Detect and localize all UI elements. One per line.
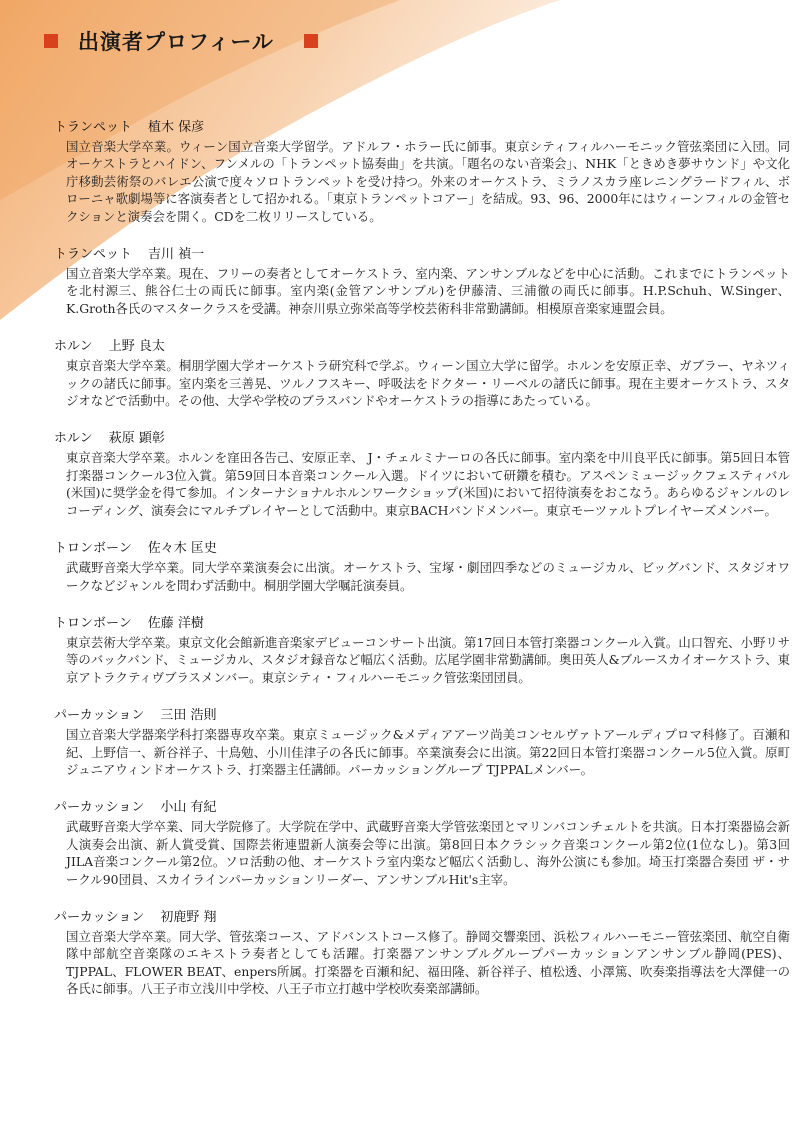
instrument-label: トランペット [54, 120, 133, 135]
profile-item [54, 708, 790, 778]
profile-heading [54, 616, 790, 632]
profile-item [54, 616, 790, 686]
instrument-label: ホルン [54, 431, 93, 447]
profile-bio: 武蔵野音楽大学卒業、同大学院修了。大学院在学中、武蔵野音楽大学管弦楽団とマリンバコンチェルトを共演。日本打楽器協会新人演奏会出演、新人賞受賞、国際芸術連盟新人演奏会等に出演。第8回日本クラシック音楽コンクール第2位(1位なし)。第3回JILA音楽コンクール第2位。ソロ活動の他、オーケストラ室内楽など幅広く活動し、海外公演にも参加。埼玉打楽器合奏団 ザ・サークル90団員、スカイラインパーカッションリーダー、アンサンブルHit's主宰。 [66, 819, 790, 887]
performer-name: 初鹿野 翔 [160, 909, 217, 925]
profile-heading [54, 247, 790, 263]
profile-heading [54, 910, 790, 926]
performer-name: 佐々木 匡史 [147, 541, 217, 557]
performer-name: 植木 保彦 [148, 120, 205, 135]
profile-item [54, 339, 790, 409]
profile-heading [54, 541, 790, 557]
profile-bio: 東京芸術大学卒業。東京文化会館新進音楽家デビューコンサート出演。第17回日本管打楽器コンクール入賞。山口智充、小野リサ等のバックバンド、ミュージカル、スタジオ録音など幅広く活動。広尾学園非常勤講師。奥田英人&ブルースカイオーケストラ、東京アトラクティヴブラスメンバー。東京シティ・フィルハーモニック管弦楽団団員。 [66, 634, 790, 685]
profile-bio: 武蔵野音楽大学卒業。同大学卒業演奏会に出演。オーケストラ、宝塚・劇団四季などのミュージカル、ビッグバンド、スタジオワークなどジャンルを問わず活動中。桐朋学園大学嘱託演奏員。 [66, 560, 790, 593]
profile-heading [54, 431, 790, 447]
instrument-label: パーカッション [54, 708, 145, 724]
instrument-label: ホルン [54, 339, 93, 355]
instrument-label: パーカッション [54, 800, 145, 816]
instrument-label: トロンボーン [54, 615, 132, 631]
performer-name: 吉川 禎一 [148, 247, 205, 263]
instrument-label: トランペット [54, 247, 133, 263]
performer-name: 小山 有紀 [160, 800, 217, 816]
profile-bio: 東京音楽大学卒業。桐朋学園大学オーケストラ研究科で学ぶ。ウィーン国立大学に留学。ホルンを安原正幸、ガブラー、ヤネツィックの諸氏に師事。室内楽を三善晃、ツルノフスキー、呼吸法をドクター・リーベルの諸氏に師事。現在主要オーケストラ、スタジオなどで活動中。その他、大学や学校のブラスバンドやオーケストラの指導にあたっている。 [66, 358, 790, 409]
profile-item [54, 247, 790, 317]
profile-item [54, 541, 790, 594]
performer-name: 三田 浩則 [160, 708, 217, 724]
performer-name: 萩原 顕彰 [108, 431, 165, 447]
profile-bio: 国立音楽大学器楽学科打楽器専攻卒業。東京ミュージック&メディアアーツ尚美コンセルヴァトアールディプロマ科修了。百瀬和紀、上野信一、新谷祥子、十鳥勉、小川佳津子の各氏に師事。卒業演奏会に出演。第22回日本管打楽器コンクール5位入賞。原町ジュニアウィンドオーケストラ、打楽器主任講師。パーカッショングループ TJPPALメンバー。 [66, 727, 790, 777]
profile-bio: 国立音楽大学卒業。ウィーン国立音楽大学留学。アドルフ・ホラー氏に師事。東京シティフィルハーモニック管弦楽団に入団。同オーケストラとハイドン、フンメルの「トランペット協奏曲」を共演。「題名のない音楽会」、NHK「ときめき夢サウンド」や文化庁移動芸術祭のバレエ公演で度々ソロトランペットを受け持つ。外来のオーケストラ、ミラノスカラ座レニングラードフィル、ボローニャ歌劇場等に客演奏者として招かれる。「東京トランペットコアー」を結成。93、96、2000年にはウィーンフィルの金管セクションと演奏会を開く。CDを二枚リリースしている。 [66, 139, 790, 224]
red-square-icon [44, 34, 58, 48]
instrument-label: パーカッション [54, 909, 145, 925]
profile-heading [54, 339, 790, 355]
profile-item [54, 800, 790, 888]
profile-heading [54, 800, 790, 816]
profile-item [54, 910, 790, 998]
profile-bio: 国立音楽大学卒業。現在、フリーの奏者としてオーケストラ、室内楽、アンサンブルなどを中心に活動。これまでにトランペットを北村源三、熊谷仁士の両氏に師事。室内楽(金管アンサンブル)を伊藤清、三浦徹の両氏に師事。H.P.Schuh、W.Singer、K.Groth各氏のマスタークラスを受講。神奈川県立弥栄高等学校芸術科非常勤講師。相模原音楽家連盟会員。 [66, 266, 790, 316]
performer-name: 佐藤 洋樹 [147, 615, 204, 631]
section-header [44, 24, 318, 58]
page-title: 出演者プロフィール [78, 30, 274, 54]
profile-item [54, 431, 790, 519]
red-square-icon [304, 34, 318, 48]
profile-heading [54, 120, 790, 136]
profile-bio: 国立音楽大学卒業。同大学、管弦楽コース、アドバンストコース修了。静岡交響楽団、浜松フィルハーモニー管弦楽団、航空自衛隊中部航空音楽隊のエキストラ奏者としても活躍。打楽器アンサンブルグループパーカッションアンサンブル静岡(PES)、TJPPAL、FLOWER BEAT、enpers所属。打楽器を百瀬和紀、福田隆、新谷祥子、植松透、小澤篤、吹奏楽指導法を大澤健一の各氏に師事。八王子市立浅川中学校、八王子市立打越中学校吹奏楽部講師。 [66, 928, 790, 997]
profile-heading [54, 708, 790, 724]
profile-bio: 東京音楽大学卒業。ホルンを窪田各告己、安原正幸、 J・チェルミナーロの各氏に師事。室内楽を中川良平氏に師事。第5回日本管打楽器コンクール3位入賞。第59回日本音楽コンクール入選。ドイツにおいて研鑽を積む。アスペンミュージックフェスティバル(米国)に奨学金を得て参加。インターナショナルホルンワークショップ(米国)において招待演奏をおこなう。あらゆるジャンルのレコーディング、演奏会にマルチプレイヤーとして活動中。東京BACHバンドメンバー。東京モーツァルトプレイヤーズメンバー。 [66, 450, 790, 518]
profile-item [54, 120, 790, 225]
performer-profiles [54, 120, 790, 1020]
instrument-label: トロンボーン [54, 541, 132, 557]
performer-name: 上野 良太 [108, 339, 165, 355]
